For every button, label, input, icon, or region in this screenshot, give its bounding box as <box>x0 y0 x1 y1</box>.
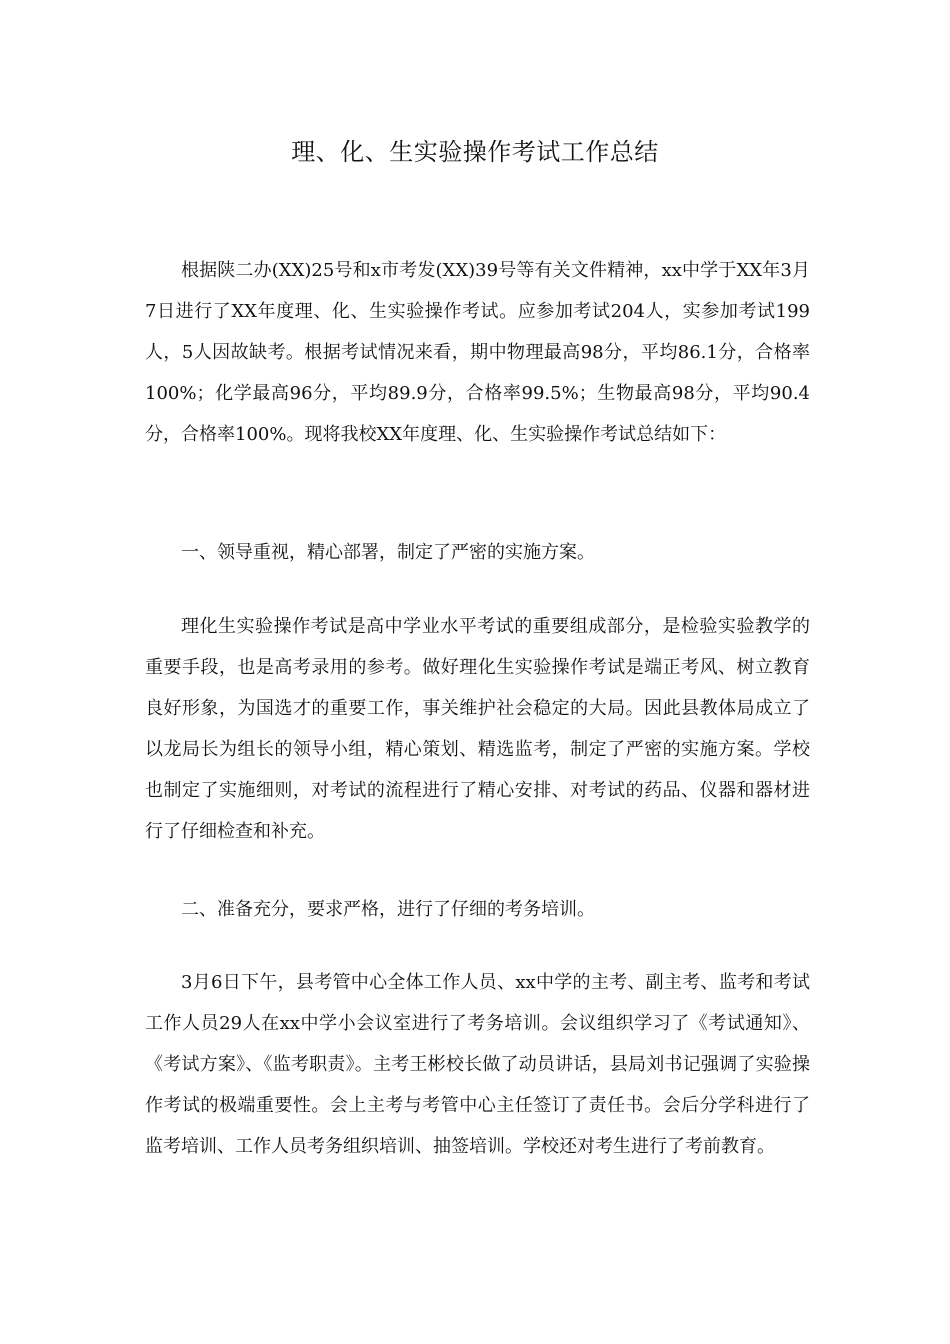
section-heading-2: 二、准备充分，要求严格，进行了仔细的考务培训。 <box>181 899 595 920</box>
section-heading-1: 一、领导重视，精心部署，制定了严密的实施方案。 <box>181 542 595 563</box>
document-title: 理、化、生实验操作考试工作总结 <box>291 138 659 166</box>
section-2-paragraph: 3月6日下午，县考管中心全体工作人员、xx中学的主考、副主考、监考和考试工作人员29人在xx中学小会议室进行了考务培训。会议组织学习了《考试通知》、《考试方案》、《监考职责》。主考王彬校长做了动员讲话，县局刘书记强调了实验操作考试的极端重要性。会上主考与考管中心主任签订了责任书。会后分学科进行了监考培训、工作人员考务组织培训、抽签培训。学校还对考生进行了考前教育。 <box>145 972 810 1157</box>
section-1-paragraph: 理化生实验操作考试是高中学业水平考试的重要组成部分，是检验实验教学的重要手段，也是高考录用的参考。做好理化生实验操作考试是端正考风、树立教育良好形象，为国选才的重要工作，事关维护社会稳定的大局。因此县教体局成立了以龙局长为组长的领导小组，精心策划、精选监考，制定了严密的实施方案。学校也制定了实施细则，对考试的流程进行了精心安排、对考试的药品、仪器和器材进行了仔细检查和补充。 <box>145 616 810 842</box>
intro-paragraph: 根据陕二办(XX)25号和x市考发(XX)39号等有关文件精神，xx中学于XX年3月7日进行了XX年度理、化、生实验操作考试。应参加考试204人，实参加考试199人，5人因故缺考。根据考试情况来看，期中物理最高98分，平均86.1分，合格率100%；化学最高96分，平均89.9分，合格率99.5%；生物最高98分，平均90.4分，合格率100%。现将我校XX年度理、化、生实验操作考试总结如下： <box>145 260 810 445</box>
